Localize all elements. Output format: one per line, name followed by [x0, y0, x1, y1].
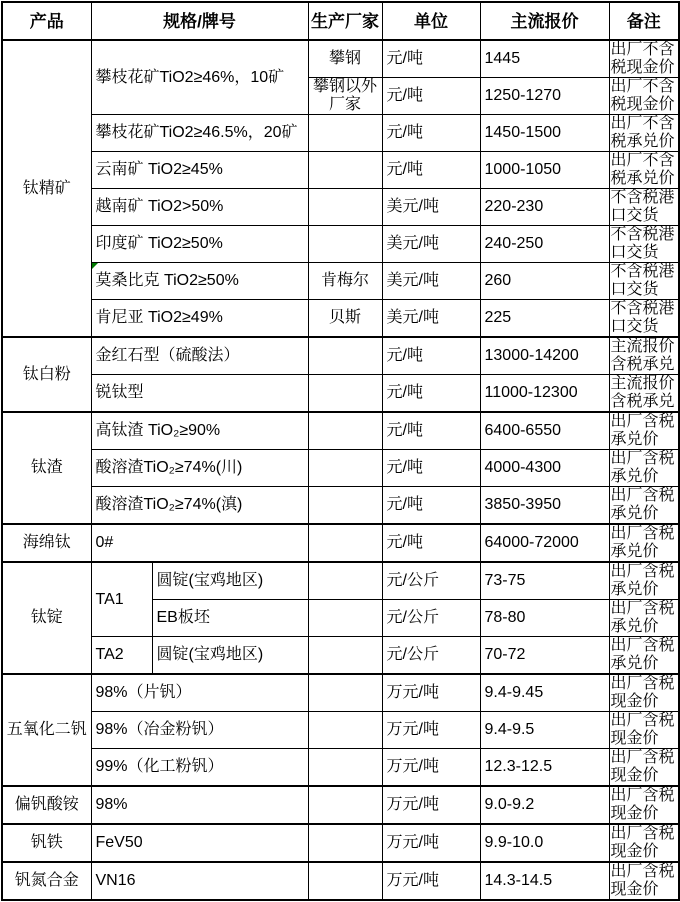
cell-vendor — [308, 637, 382, 675]
cell-text: 出厂含税现金价 — [610, 787, 675, 822]
cell-text: 出厂含税承兑价 — [610, 600, 675, 635]
cell-price — [480, 152, 609, 189]
cell-spec — [91, 674, 308, 712]
cell-text: 元/公斤 — [386, 646, 439, 663]
green-triangle-corner-icon — [92, 263, 98, 269]
cell-text: 圆锭(宝鸡地区) — [156, 646, 264, 663]
cell-vendor — [308, 300, 382, 338]
cell-text: 元/吨 — [386, 50, 423, 67]
cell-text: 万元/吨 — [386, 872, 439, 889]
cell-text: 9.4-9.5 — [484, 721, 535, 738]
cell-specb — [152, 562, 308, 600]
cell-price — [480, 862, 609, 900]
cell-vendor — [308, 562, 382, 600]
cell-text: 攀枝花矿TiO2≥46%，10矿 — [95, 68, 285, 86]
cell-spec — [91, 375, 308, 413]
table-row — [2, 40, 679, 78]
cell-spec — [91, 824, 308, 862]
cell-text: 240-250 — [484, 235, 544, 252]
cell-price — [480, 40, 609, 78]
cell-price — [480, 263, 609, 300]
cell-text: 0# — [95, 534, 114, 551]
cell-text: 98%（片钒） — [95, 684, 192, 701]
cell-spec — [91, 412, 308, 450]
cell-unit — [382, 786, 480, 824]
cell-text: 元/吨 — [386, 87, 423, 104]
cell-text: 99%（化工粉钒） — [95, 758, 224, 775]
header-product: 产品 — [2, 2, 91, 40]
table-row — [2, 487, 679, 525]
cell-unit — [382, 263, 480, 300]
cell-text: 印度矿 TiO2≥50% — [95, 235, 223, 252]
cell-price — [480, 78, 609, 115]
cell-text: 万元/吨 — [386, 834, 439, 851]
cell-spec — [91, 524, 308, 562]
cell-vendor — [308, 450, 382, 487]
cell-vendor — [308, 712, 382, 749]
cell-vendor — [308, 189, 382, 226]
cell-text: 五氧化二钒 — [6, 721, 87, 738]
cell-vendor — [308, 749, 382, 787]
cell-spec — [91, 152, 308, 189]
cell-spec — [91, 226, 308, 263]
cell-price — [480, 300, 609, 338]
cell-price — [480, 637, 609, 675]
cell-text: 钛精矿 — [22, 179, 71, 197]
cell-text: 元/吨 — [386, 534, 423, 551]
cell-vendor — [308, 674, 382, 712]
table-row — [2, 749, 679, 787]
cell-unit — [382, 712, 480, 749]
cell-text: 万元/吨 — [386, 758, 439, 775]
cell-unit — [382, 824, 480, 862]
cell-product — [2, 337, 91, 412]
table-row — [2, 412, 679, 450]
cell-vendor — [308, 78, 382, 115]
cell-text: 不含税港口交货 — [610, 226, 675, 261]
cell-text: 海绵钛 — [22, 534, 71, 551]
table-row — [2, 824, 679, 862]
cell-text: 1445 — [484, 50, 521, 67]
cell-price — [480, 450, 609, 487]
cell-text: 酸溶渣TiO₂≥74%(滇) — [95, 496, 243, 513]
cell-specb — [152, 600, 308, 637]
cell-price — [480, 337, 609, 375]
cell-text: 出厂不含税承兑价 — [610, 115, 675, 150]
cell-text: 万元/吨 — [386, 796, 439, 813]
cell-note — [609, 637, 679, 675]
cell-text: 9.4-9.45 — [484, 684, 544, 701]
cell-text: 11000-12300 — [484, 384, 578, 401]
cell-text: 肯梅尔 — [320, 272, 369, 289]
cell-text: 美元/吨 — [386, 309, 439, 326]
cell-text: 4000-4300 — [484, 459, 562, 476]
table-row — [2, 524, 679, 562]
cell-text: 出厂含税承兑价 — [610, 413, 675, 448]
cell-unit — [382, 412, 480, 450]
cell-product — [2, 824, 91, 862]
cell-unit — [382, 487, 480, 525]
cell-vendor — [308, 824, 382, 862]
cell-price — [480, 226, 609, 263]
cell-unit — [382, 749, 480, 787]
cell-text: 万元/吨 — [386, 684, 439, 701]
cell-unit — [382, 152, 480, 189]
cell-product — [2, 524, 91, 562]
cell-note — [609, 40, 679, 78]
cell-unit — [382, 862, 480, 900]
cell-price — [480, 600, 609, 637]
table-row — [2, 115, 679, 152]
cell-text: 圆锭(宝鸡地区) — [156, 572, 264, 589]
cell-text: 钛白粉 — [22, 365, 71, 383]
table-row — [2, 263, 679, 300]
cell-text: 出厂含税承兑价 — [610, 525, 675, 560]
cell-note — [609, 375, 679, 413]
cell-text: 12.3-12.5 — [484, 758, 553, 775]
table-row — [2, 786, 679, 824]
cell-text: 锐钛型 — [95, 384, 144, 401]
cell-unit — [382, 115, 480, 152]
cell-vendor — [308, 487, 382, 525]
cell-vendor — [308, 786, 382, 824]
cell-price — [480, 375, 609, 413]
cell-unit — [382, 637, 480, 675]
cell-text: 美元/吨 — [386, 235, 439, 252]
cell-text: 元/吨 — [386, 347, 423, 364]
cell-text: 主流报价含税承兑 — [610, 338, 675, 373]
cell-spec — [91, 862, 308, 900]
cell-text: 贝斯 — [328, 309, 361, 326]
cell-vendor — [308, 375, 382, 413]
cell-price — [480, 412, 609, 450]
cell-speca — [91, 637, 152, 675]
cell-text: 出厂含税现金价 — [610, 712, 675, 747]
cell-price — [480, 674, 609, 712]
cell-text: 不含税港口交货 — [610, 189, 675, 224]
cell-text: 出厂含税现金价 — [610, 825, 675, 860]
cell-price — [480, 712, 609, 749]
cell-spec — [91, 40, 308, 115]
cell-text: 越南矿 TiO2>50% — [95, 198, 224, 215]
cell-text: 出厂含税现金价 — [610, 863, 675, 898]
cell-text: 元/吨 — [386, 496, 423, 513]
cell-text: 金红石型（硫酸法） — [95, 347, 240, 364]
cell-text: TA2 — [95, 646, 124, 663]
table-row — [2, 450, 679, 487]
cell-text: 出厂含税现金价 — [610, 749, 675, 784]
cell-note — [609, 674, 679, 712]
cell-spec — [91, 712, 308, 749]
cell-text: 14.3-14.5 — [484, 872, 553, 889]
cell-text: EB板坯 — [156, 609, 210, 626]
cell-unit — [382, 450, 480, 487]
cell-text: 肯尼亚 TiO2≥49% — [95, 309, 223, 326]
cell-specb — [152, 637, 308, 675]
cell-spec — [91, 337, 308, 375]
table-row — [2, 712, 679, 749]
header-price: 主流报价 — [480, 2, 609, 40]
cell-note — [609, 412, 679, 450]
cell-text: 98% — [95, 796, 128, 813]
table-row — [2, 375, 679, 413]
cell-text: 钛渣 — [30, 459, 63, 476]
cell-spec — [91, 300, 308, 338]
cell-unit — [382, 189, 480, 226]
cell-vendor — [308, 115, 382, 152]
cell-text: VN16 — [95, 872, 136, 889]
cell-text: 220-230 — [484, 198, 544, 215]
cell-note — [609, 152, 679, 189]
cell-price — [480, 786, 609, 824]
cell-text: 1450-1500 — [484, 124, 562, 141]
table-row — [2, 337, 679, 375]
cell-vendor — [308, 862, 382, 900]
cell-text: 云南矿 TiO2≥45% — [95, 161, 223, 178]
cell-vendor — [308, 337, 382, 375]
cell-text: 钒氮合金 — [14, 872, 79, 889]
cell-note — [609, 78, 679, 115]
cell-vendor — [308, 524, 382, 562]
table-row — [2, 189, 679, 226]
cell-vendor — [308, 152, 382, 189]
cell-vendor — [308, 40, 382, 78]
cell-unit — [382, 375, 480, 413]
cell-text: 出厂含税承兑价 — [610, 563, 675, 598]
cell-text: 1000-1050 — [484, 161, 562, 178]
cell-text: 美元/吨 — [386, 272, 439, 289]
cell-unit — [382, 674, 480, 712]
cell-note — [609, 226, 679, 263]
cell-note — [609, 487, 679, 525]
cell-unit — [382, 337, 480, 375]
cell-price — [480, 189, 609, 226]
cell-note — [609, 600, 679, 637]
cell-text: 出厂含税承兑价 — [610, 450, 675, 485]
cell-spec — [91, 487, 308, 525]
cell-spec — [91, 450, 308, 487]
cell-text: 元/吨 — [386, 384, 423, 401]
price-table — [1, 1, 680, 901]
cell-spec — [91, 786, 308, 824]
cell-text: 元/吨 — [386, 422, 423, 439]
cell-spec — [91, 749, 308, 787]
cell-note — [609, 300, 679, 338]
table-row — [2, 300, 679, 338]
cell-price — [480, 824, 609, 862]
cell-spec — [91, 189, 308, 226]
cell-price — [480, 524, 609, 562]
table-row — [2, 226, 679, 263]
cell-text: 美元/吨 — [386, 198, 439, 215]
cell-product — [2, 786, 91, 824]
table-row — [2, 562, 679, 600]
cell-unit — [382, 562, 480, 600]
cell-text: 莫桑比克 TiO2≥50% — [95, 272, 239, 289]
cell-text: 钒铁 — [30, 834, 63, 851]
cell-product — [2, 674, 91, 786]
cell-price — [480, 749, 609, 787]
cell-note — [609, 337, 679, 375]
cell-text: 1250-1270 — [484, 87, 562, 104]
cell-product — [2, 40, 91, 337]
cell-spec — [91, 263, 308, 300]
cell-text: 出厂不含税承兑价 — [610, 152, 675, 187]
cell-text: 98%（冶金粉钒） — [95, 721, 224, 738]
cell-note — [609, 749, 679, 787]
cell-note — [609, 824, 679, 862]
cell-text: 出厂含税承兑价 — [610, 637, 675, 672]
cell-spec — [91, 115, 308, 152]
cell-text: 酸溶渣TiO₂≥74%(川) — [95, 459, 243, 476]
cell-text: 高钛渣 TiO₂≥90% — [95, 422, 221, 439]
cell-speca — [91, 562, 152, 637]
cell-text: 出厂不含税现金价 — [610, 41, 675, 76]
cell-text: 出厂不含税现金价 — [610, 78, 675, 113]
cell-text: TA1 — [95, 590, 124, 608]
cell-text: 9.0-9.2 — [484, 796, 535, 813]
cell-note — [609, 450, 679, 487]
cell-vendor — [308, 226, 382, 263]
cell-text: 攀钢以外厂家 — [312, 78, 377, 113]
table-row — [2, 862, 679, 900]
cell-note — [609, 189, 679, 226]
cell-price — [480, 115, 609, 152]
cell-text: 偏钒酸铵 — [14, 796, 79, 813]
cell-text: 不含税港口交货 — [610, 263, 675, 298]
cell-text: 出厂含税现金价 — [610, 675, 675, 710]
cell-text: 出厂含税承兑价 — [610, 487, 675, 522]
header-vendor: 生产厂家 — [308, 2, 382, 40]
cell-text: 64000-72000 — [484, 534, 579, 551]
cell-price — [480, 487, 609, 525]
cell-text: 78-80 — [484, 609, 526, 626]
cell-note — [609, 862, 679, 900]
cell-text: 元/公斤 — [386, 572, 439, 589]
price-table-body — [2, 40, 679, 900]
header-note: 备注 — [609, 2, 679, 40]
cell-price — [480, 562, 609, 600]
cell-note — [609, 562, 679, 600]
cell-product — [2, 562, 91, 674]
header-spec: 规格/牌号 — [91, 2, 308, 40]
cell-note — [609, 524, 679, 562]
cell-text: 260 — [484, 272, 512, 289]
cell-product — [2, 412, 91, 524]
cell-unit — [382, 226, 480, 263]
table-row — [2, 637, 679, 675]
cell-text: 73-75 — [484, 572, 526, 589]
table-row — [2, 674, 679, 712]
cell-text: 6400-6550 — [484, 422, 562, 439]
cell-text: 钛锭 — [30, 609, 63, 626]
cell-unit — [382, 40, 480, 78]
cell-text: 70-72 — [484, 646, 526, 663]
cell-text: 主流报价含税承兑 — [610, 375, 675, 410]
cell-text: 元/公斤 — [386, 609, 439, 626]
cell-text: 攀枝花矿TiO2≥46.5%，20矿 — [95, 124, 298, 141]
cell-text: 225 — [484, 309, 512, 326]
cell-text: 不含税港口交货 — [610, 300, 675, 335]
cell-text: 万元/吨 — [386, 721, 439, 738]
cell-note — [609, 263, 679, 300]
header-row — [2, 2, 679, 40]
cell-text: 9.9-10.0 — [484, 834, 544, 851]
cell-text: 元/吨 — [386, 124, 423, 141]
cell-vendor — [308, 600, 382, 637]
cell-text: 13000-14200 — [484, 347, 579, 364]
cell-unit — [382, 600, 480, 637]
cell-note — [609, 786, 679, 824]
cell-vendor — [308, 412, 382, 450]
cell-note — [609, 115, 679, 152]
cell-product — [2, 862, 91, 900]
cell-note — [609, 712, 679, 749]
cell-unit — [382, 524, 480, 562]
cell-text: 元/吨 — [386, 459, 423, 476]
header-unit: 单位 — [382, 2, 480, 40]
cell-unit — [382, 300, 480, 338]
cell-text: 3850-3950 — [484, 496, 562, 513]
cell-text: 元/吨 — [386, 161, 423, 178]
cell-vendor — [308, 263, 382, 300]
cell-text: 攀钢 — [328, 50, 361, 67]
cell-unit — [382, 78, 480, 115]
cell-text: FeV50 — [95, 834, 143, 851]
table-row — [2, 152, 679, 189]
